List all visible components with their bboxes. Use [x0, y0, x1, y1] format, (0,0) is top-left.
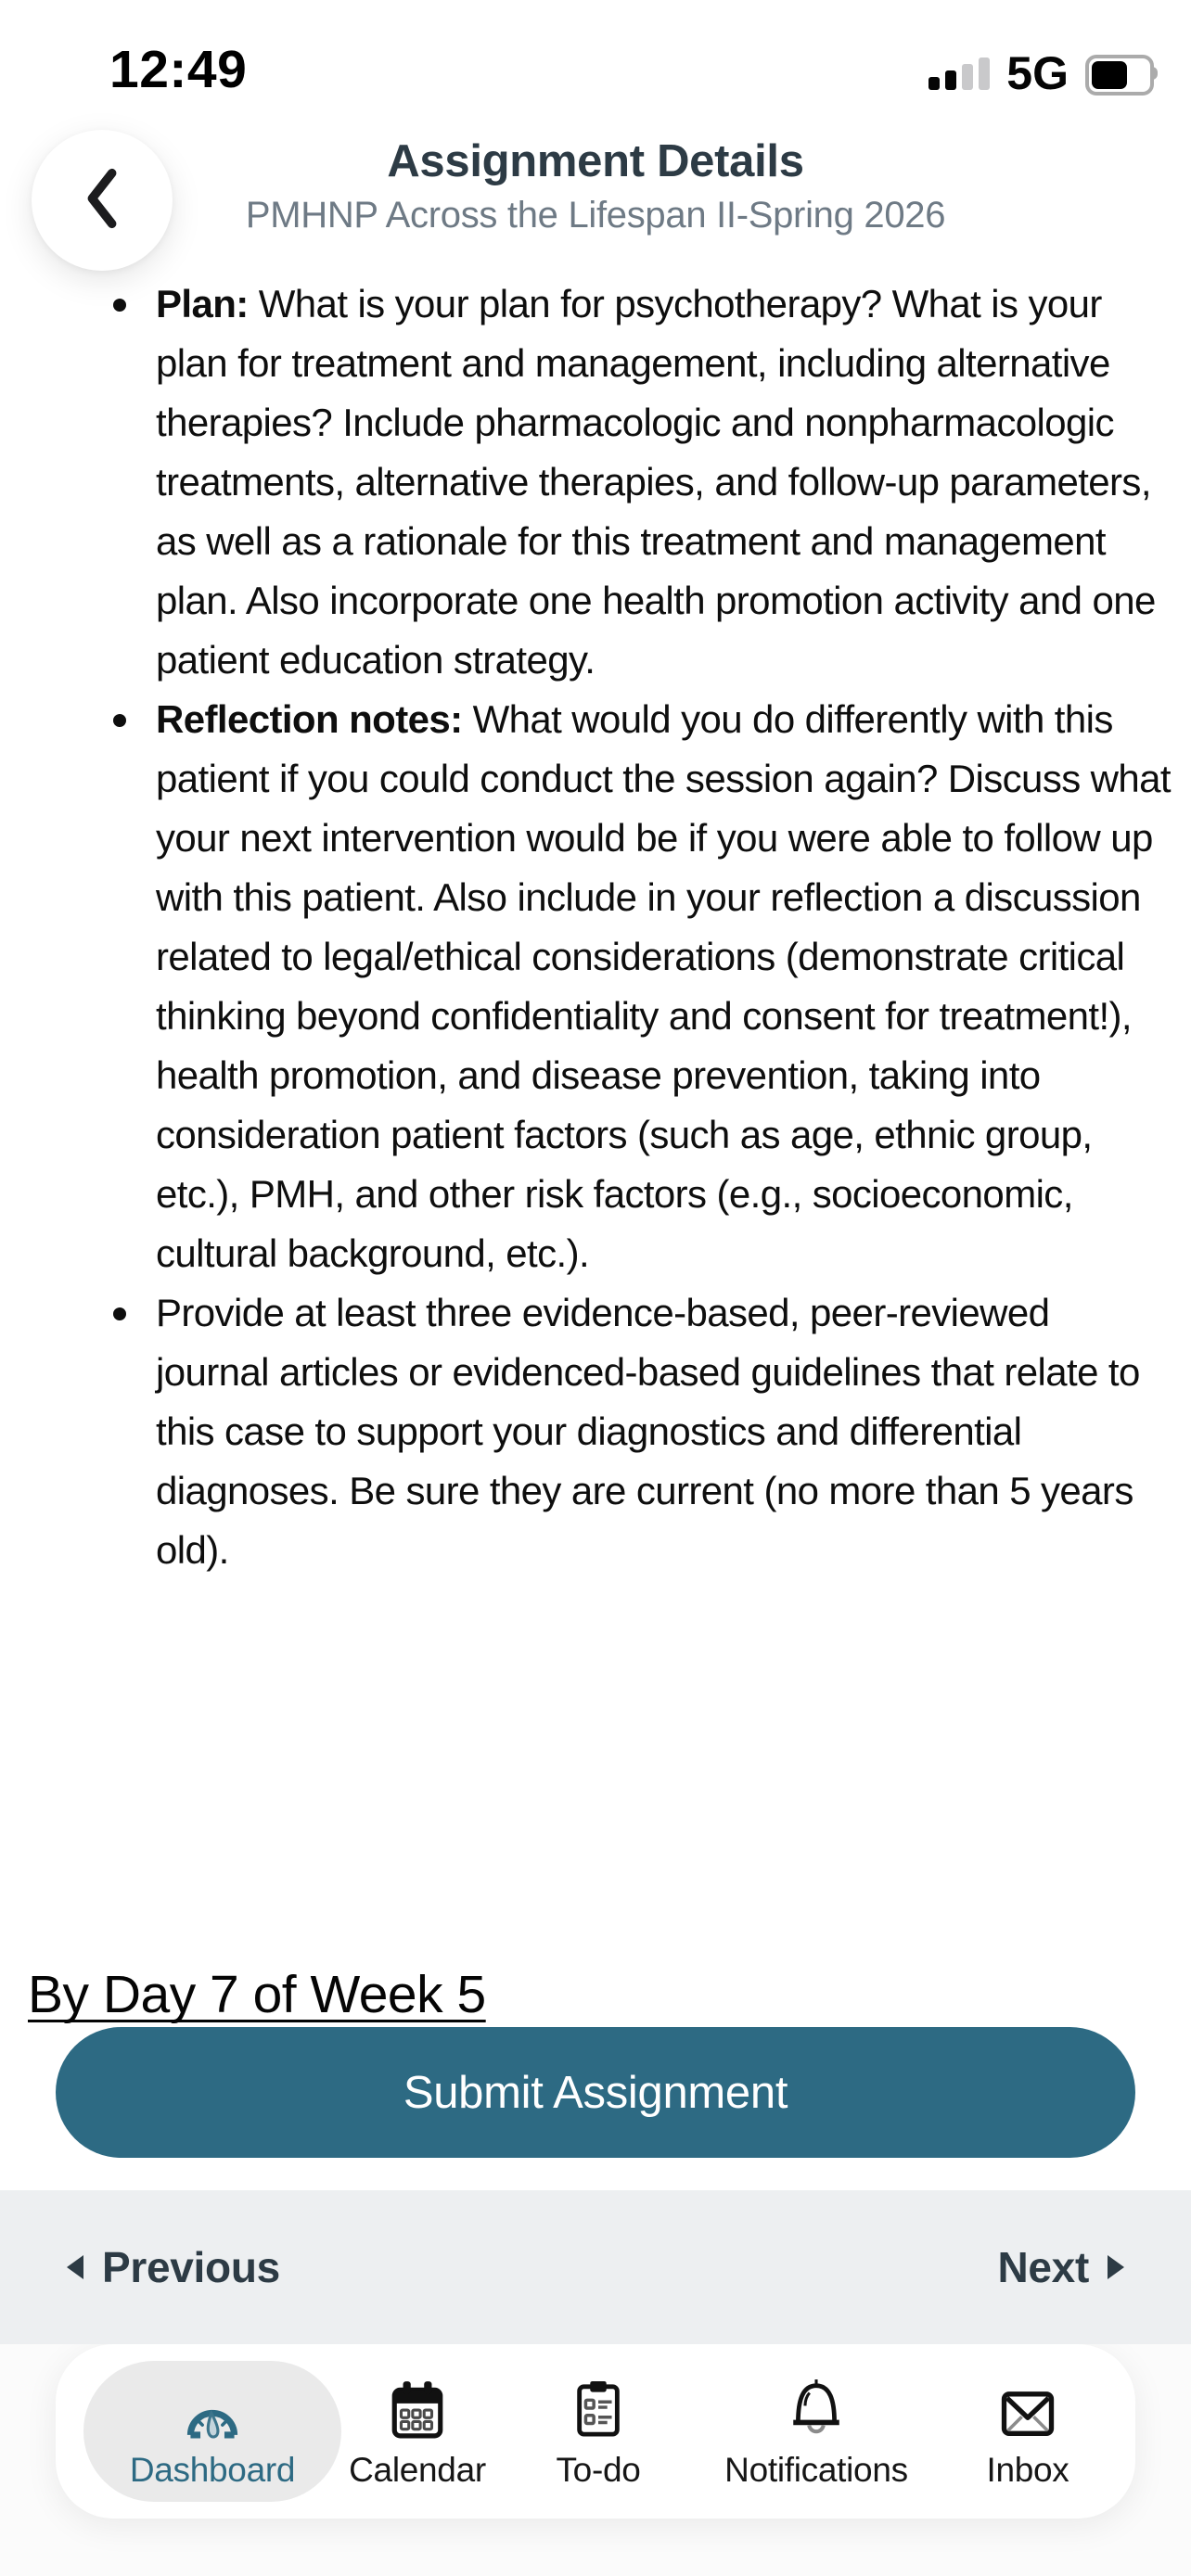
- previous-module-button[interactable]: [67, 2190, 280, 2344]
- next-module-button[interactable]: [997, 2190, 1124, 2344]
- status-bar-right: [928, 46, 1158, 100]
- page-title: Assignment Details: [387, 136, 804, 186]
- envelope-icon: [996, 2373, 1059, 2442]
- tab-todo-label: To-do: [556, 2451, 641, 2489]
- bullet-bold-label: Reflection notes:: [156, 697, 463, 741]
- tab-notifications[interactable]: [705, 2344, 928, 2519]
- tab-todo[interactable]: [519, 2344, 677, 2519]
- gauge-icon: [176, 2373, 249, 2442]
- bottom-tab-bar: [56, 2344, 1135, 2519]
- list-item: [156, 1283, 1172, 1580]
- bullet-text: What would you do differently with this patient if you could conduct the session again? Discuss what your next intervention would be if you were able to follow up with this patient. Also include in your reflection a discussion related to legal/ethical considerations (demonstrate critical thinking beyond confidentiality and consent for treatment!), health promotion, and disease prevention, taking into consideration patient factors (such as age, ethnic group, etc.), PMH, and other risk factors (e.g., socioeconomic, cultural background, etc.).: [156, 697, 1172, 1275]
- submit-assignment-button[interactable]: [56, 2027, 1135, 2158]
- tab-dashboard[interactable]: [83, 2361, 341, 2502]
- assignment-description: [104, 274, 1172, 1580]
- clipboard-list-icon: [570, 2373, 627, 2442]
- bullet-text: What is your plan for psychotherapy? What is your plan for treatment and management, including alternative therapies? Include pharmacologic and nonpharmacologic treatments, alternative therapies, and follow-up parameters, as well as a rationale for this treatment and management plan. Also incorporate one health promotion activity and one patient education strategy.: [156, 282, 1156, 682]
- tab-inbox-label: Inbox: [986, 2451, 1069, 2489]
- network-type-label: 5G: [1006, 47, 1069, 99]
- previous-label: Previous: [102, 2243, 280, 2291]
- triangle-right-icon: [1108, 2255, 1124, 2279]
- battery-icon: [1085, 55, 1158, 92]
- tab-calendar-label: Calendar: [349, 2451, 486, 2489]
- tab-inbox[interactable]: [948, 2344, 1108, 2519]
- bottom-tab-area: [0, 2344, 1191, 2576]
- tab-calendar[interactable]: [341, 2344, 493, 2519]
- bell-icon: [786, 2373, 847, 2442]
- bullet-text: Provide at least three evidence-based, peer-reviewed journal articles or evidenced-based guidelines that relate to this case to support your diagnostics and differential diagnoses. Be sure they are current (no more than 5 years old).: [156, 1291, 1140, 1572]
- requirement-list: [104, 274, 1172, 1580]
- list-item: [156, 690, 1172, 1283]
- signal-strength-icon: [928, 57, 990, 90]
- tab-notifications-label: Notifications: [724, 2451, 908, 2489]
- due-date-heading: By Day 7 of Week 5: [28, 1965, 486, 2024]
- tab-dashboard-label: Dashboard: [129, 2451, 296, 2489]
- next-label: Next: [997, 2243, 1089, 2291]
- submit-assignment-label: Submit Assignment: [403, 2067, 788, 2118]
- calendar-icon: [387, 2373, 448, 2442]
- module-pager: [0, 2190, 1191, 2344]
- triangle-left-icon: [67, 2255, 83, 2279]
- bullet-bold-label: Plan:: [156, 282, 249, 325]
- status-time: 12:49: [109, 40, 248, 99]
- status-bar: [0, 26, 1191, 100]
- list-item: [156, 274, 1172, 690]
- course-subtitle: PMHNP Across the Lifespan II-Spring 2026: [245, 195, 946, 236]
